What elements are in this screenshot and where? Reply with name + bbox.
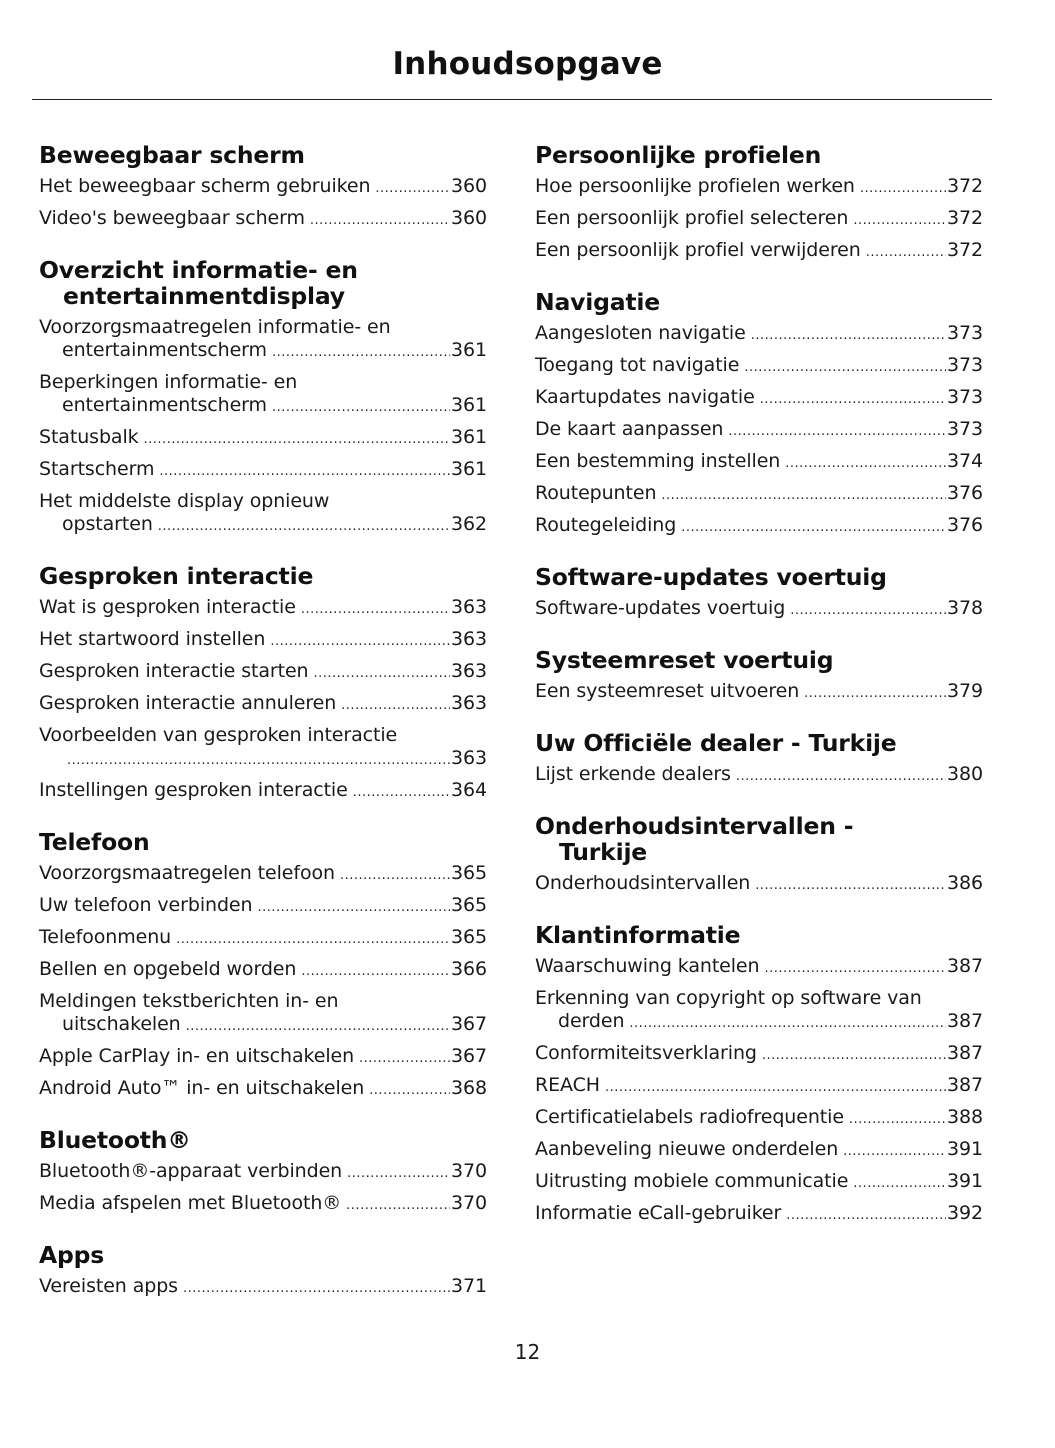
entry-label: Uitrusting mobiele communicatie <box>535 1170 849 1192</box>
entry-label: Startscherm <box>39 458 155 480</box>
toc-entry[interactable] <box>535 1106 983 1131</box>
entry-label: entertainmentscherm <box>62 339 267 361</box>
section-title-line2: Turkije <box>559 838 648 866</box>
dot-leader <box>849 1108 946 1131</box>
section-title: Apps <box>39 1241 105 1269</box>
entry-page: 368 <box>451 1077 487 1099</box>
entry-label-line1: Erkenning van copyright op software van <box>535 987 922 1009</box>
entry-page: 361 <box>451 426 487 448</box>
entry-page: 361 <box>451 394 487 416</box>
entry-page: 363 <box>451 660 487 682</box>
entry-page: 379 <box>947 680 983 702</box>
entry-page: 366 <box>451 958 487 980</box>
dot-leader <box>67 749 450 772</box>
entry-page: 391 <box>947 1170 983 1192</box>
dot-leader <box>353 781 450 804</box>
dot-leader <box>301 598 450 621</box>
dot-leader <box>681 516 946 539</box>
entry-page: 387 <box>947 955 983 977</box>
dot-leader <box>369 1079 450 1102</box>
entry-page: 365 <box>451 926 487 948</box>
toc-section <box>39 563 487 804</box>
entry-label: Kaartupdates navigatie <box>535 386 755 408</box>
entry-label: Software-updates voertuig <box>535 597 786 619</box>
entry-page: 386 <box>947 872 983 894</box>
toc-entry[interactable] <box>39 894 487 919</box>
entry-label: Gesproken interactie starten <box>39 660 309 682</box>
entry-label: REACH <box>535 1074 600 1096</box>
toc-entry[interactable] <box>535 386 983 411</box>
toc-entry[interactable] <box>39 1160 487 1185</box>
toc-entry[interactable] <box>39 958 487 983</box>
dot-leader <box>359 1047 450 1070</box>
toc-entry[interactable] <box>535 987 983 1035</box>
toc-entry[interactable] <box>39 490 487 538</box>
section-title: Software-updates voertuig <box>535 563 887 591</box>
toc-entry[interactable] <box>535 354 983 379</box>
dot-leader <box>853 209 946 232</box>
toc-entry[interactable] <box>535 680 983 705</box>
entry-page: 367 <box>451 1045 487 1067</box>
entry-page: 380 <box>947 763 983 785</box>
entry-label: Informatie eCall-gebruiker <box>535 1202 782 1224</box>
entry-label: Instellingen gesproken interactie <box>39 779 348 801</box>
dot-leader <box>176 928 450 951</box>
dot-leader <box>605 1076 946 1099</box>
toc-left-column <box>39 142 487 1325</box>
toc-entry[interactable] <box>39 316 487 364</box>
toc-entry[interactable] <box>39 207 487 232</box>
entry-label: Android Auto™ in- en uitschakelen <box>39 1077 365 1099</box>
toc-entry[interactable] <box>535 322 983 347</box>
entry-page: 376 <box>947 482 983 504</box>
toc-right-column <box>535 142 983 1252</box>
entry-page: 387 <box>947 1042 983 1064</box>
entry-label-line1: Voorzorgsmaatregelen informatie- en <box>39 316 391 338</box>
entry-page: 387 <box>947 1074 983 1096</box>
entry-label: Het beweegbaar scherm gebruiken <box>39 175 371 197</box>
dot-leader <box>728 420 946 443</box>
entry-page: 372 <box>947 207 983 229</box>
toc-entry[interactable] <box>39 175 487 200</box>
toc-entry[interactable] <box>535 763 983 788</box>
toc-entry[interactable] <box>535 418 983 443</box>
section-title: Navigatie <box>535 288 661 316</box>
entry-label: Routegeleiding <box>535 514 677 536</box>
entry-label: Telefoonmenu <box>39 926 172 948</box>
entry-label: Lijst erkende dealers <box>535 763 731 785</box>
entry-page: 391 <box>947 1138 983 1160</box>
dot-leader <box>186 1015 450 1038</box>
entry-page: 363 <box>451 596 487 618</box>
toc-section <box>535 289 983 539</box>
toc-entry[interactable] <box>39 371 487 419</box>
entry-label: Waarschuwing kantelen <box>535 955 760 977</box>
dot-leader <box>790 599 946 622</box>
dot-leader <box>661 484 946 507</box>
dot-leader <box>270 630 450 653</box>
toc-entry[interactable] <box>39 660 487 685</box>
toc-section <box>39 257 487 538</box>
dot-leader <box>340 864 450 887</box>
dot-leader <box>341 694 450 717</box>
section-title: Uw Officiële dealer - Turkije <box>535 729 897 757</box>
toc-entry[interactable] <box>535 450 983 475</box>
toc-section <box>39 142 487 232</box>
dot-leader <box>860 177 946 200</box>
section-title-line2: entertainmentdisplay <box>63 282 345 310</box>
toc-section <box>535 922 983 1227</box>
section-title: Bluetooth® <box>39 1126 191 1154</box>
entry-page: 372 <box>947 239 983 261</box>
dot-leader <box>346 1194 450 1217</box>
toc-section <box>39 1242 487 1300</box>
toc-entry[interactable] <box>535 514 983 539</box>
toc-entry[interactable] <box>535 955 983 980</box>
entry-page: 361 <box>451 339 487 361</box>
section-title-line1: Onderhoudsintervallen - <box>535 812 854 840</box>
dot-leader <box>272 341 450 364</box>
entry-page: 360 <box>451 175 487 197</box>
dot-leader <box>257 896 450 919</box>
toc-entry[interactable] <box>39 596 487 621</box>
entry-label: Media afspelen met Bluetooth® <box>39 1192 342 1214</box>
entry-label-line1: Het middelste display opnieuw <box>39 490 330 512</box>
toc-entry[interactable] <box>535 175 983 200</box>
toc-entry[interactable] <box>39 1077 487 1102</box>
entry-label: Apple CarPlay in- en uitschakelen <box>39 1045 355 1067</box>
section-title <box>39 257 487 309</box>
entry-label-line1: Meldingen tekstberichten in- en <box>39 990 339 1012</box>
entry-page: 378 <box>947 597 983 619</box>
dot-leader <box>375 177 450 200</box>
title-divider <box>32 99 992 100</box>
dot-leader <box>843 1140 946 1163</box>
toc-entry[interactable] <box>535 1170 983 1195</box>
toc-section <box>39 829 487 1102</box>
toc-entry[interactable] <box>39 426 487 451</box>
toc-entry[interactable] <box>535 1138 983 1163</box>
entry-label: Het startwoord instellen <box>39 628 266 650</box>
toc-entry[interactable] <box>535 597 983 622</box>
toc-section <box>535 730 983 788</box>
dot-leader <box>853 1172 946 1195</box>
entry-page: 387 <box>947 1010 983 1032</box>
entry-page: 364 <box>451 779 487 801</box>
dot-leader <box>144 428 451 451</box>
entry-label: Bellen en opgebeld worden <box>39 958 297 980</box>
entry-label: opstarten <box>62 513 153 535</box>
entry-label: Gesproken interactie annuleren <box>39 692 337 714</box>
dot-leader <box>785 452 946 475</box>
toc-entry[interactable] <box>39 458 487 483</box>
toc-entry[interactable] <box>39 862 487 887</box>
page-number: 12 <box>514 1340 541 1364</box>
toc-entry[interactable] <box>39 692 487 717</box>
page-title: Inhoudsopgave <box>392 46 663 82</box>
entry-label: Hoe persoonlijke profielen werken <box>535 175 855 197</box>
toc-section <box>39 1127 487 1217</box>
toc-entry[interactable] <box>39 1045 487 1070</box>
toc-section <box>535 564 983 622</box>
dot-leader <box>760 388 946 411</box>
dot-leader <box>158 515 450 538</box>
dot-leader <box>751 324 946 347</box>
entry-page: 372 <box>947 175 983 197</box>
section-title: Gesproken interactie <box>39 562 314 590</box>
toc-entry[interactable] <box>39 1275 487 1300</box>
entry-page: 370 <box>451 1192 487 1214</box>
entry-page: 370 <box>451 1160 487 1182</box>
entry-page: 361 <box>451 458 487 480</box>
toc-entry[interactable] <box>535 1074 983 1099</box>
dot-leader <box>762 1044 946 1067</box>
entry-label: uitschakelen <box>62 1013 181 1035</box>
dot-leader <box>744 356 946 379</box>
section-title: Systeemreset voertuig <box>535 646 834 674</box>
entry-label-line1: Voorbeelden van gesproken interactie <box>39 724 398 746</box>
entry-label: Toegang tot navigatie <box>535 354 740 376</box>
entry-label: Een persoonlijk profiel verwijderen <box>535 239 861 261</box>
toc-section <box>535 813 983 897</box>
entry-page: 373 <box>947 354 983 376</box>
dot-leader <box>310 209 450 232</box>
toc-entry[interactable] <box>535 1202 983 1227</box>
entry-label: Uw telefoon verbinden <box>39 894 253 916</box>
section-title: Telefoon <box>39 828 150 856</box>
section-title <box>535 813 983 865</box>
entry-page: 365 <box>451 862 487 884</box>
toc-entry[interactable] <box>39 926 487 951</box>
entry-page: 371 <box>451 1275 487 1297</box>
entry-label: Aangesloten navigatie <box>535 322 746 344</box>
entry-label: Vereisten apps <box>39 1275 178 1297</box>
toc-entry[interactable] <box>39 990 487 1038</box>
entry-label: Aanbeveling nieuwe onderdelen <box>535 1138 839 1160</box>
toc-entry[interactable] <box>39 724 487 772</box>
dot-leader <box>804 682 946 705</box>
entry-page: 392 <box>947 1202 983 1224</box>
entry-page: 363 <box>451 628 487 650</box>
entry-page: 363 <box>451 692 487 714</box>
section-title-line1: Overzicht informatie- en <box>39 256 358 284</box>
entry-page: 365 <box>451 894 487 916</box>
toc-entry[interactable] <box>39 628 487 653</box>
entry-page: 360 <box>451 207 487 229</box>
entry-page: 373 <box>947 418 983 440</box>
entry-page: 388 <box>947 1106 983 1128</box>
toc-entry[interactable] <box>535 207 983 232</box>
toc-entry[interactable] <box>39 779 487 804</box>
entry-label: Bluetooth®-apparaat verbinden <box>39 1160 343 1182</box>
entry-label: Wat is gesproken interactie <box>39 596 296 618</box>
entry-page: 374 <box>947 450 983 472</box>
entry-page: 363 <box>451 747 487 769</box>
dot-leader <box>629 1012 946 1035</box>
toc-entry[interactable] <box>535 239 983 264</box>
entry-page: 362 <box>451 513 487 535</box>
entry-label: Voorzorgsmaatregelen telefoon <box>39 862 335 884</box>
dot-leader <box>159 460 450 483</box>
section-title: Beweegbaar scherm <box>39 141 305 169</box>
entry-label: Statusbalk <box>39 426 139 448</box>
entry-page: 373 <box>947 386 983 408</box>
dot-leader <box>736 765 946 788</box>
dot-leader <box>866 241 946 264</box>
entry-page: 373 <box>947 322 983 344</box>
dot-leader <box>764 957 946 980</box>
toc-entry[interactable] <box>535 1042 983 1067</box>
dot-leader <box>786 1204 946 1227</box>
section-title: Persoonlijke profielen <box>535 141 822 169</box>
section-title: Klantinformatie <box>535 921 741 949</box>
entry-label: Certificatielabels radiofrequentie <box>535 1106 844 1128</box>
dot-leader <box>301 960 450 983</box>
dot-leader <box>272 396 450 419</box>
dot-leader <box>183 1277 450 1300</box>
toc-section <box>535 647 983 705</box>
toc-entry[interactable] <box>39 1192 487 1217</box>
toc-section <box>535 142 983 264</box>
entry-label: Een systeemreset uitvoeren <box>535 680 800 702</box>
entry-page: 367 <box>451 1013 487 1035</box>
entry-label: entertainmentscherm <box>62 394 267 416</box>
entry-label: derden <box>558 1010 625 1032</box>
entry-label: Onderhoudsintervallen <box>535 872 751 894</box>
entry-label-line1: Beperkingen informatie- en <box>39 371 298 393</box>
entry-label: Een bestemming instellen <box>535 450 781 472</box>
entry-label: Routepunten <box>535 482 657 504</box>
entry-label: Conformiteitsverklaring <box>535 1042 757 1064</box>
entry-page: 376 <box>947 514 983 536</box>
entry-label: Video's beweegbaar scherm <box>39 207 305 229</box>
toc-entry[interactable] <box>535 872 983 897</box>
dot-leader <box>314 662 451 685</box>
toc-entry[interactable] <box>535 482 983 507</box>
entry-label: Een persoonlijk profiel selecteren <box>535 207 849 229</box>
dot-leader <box>347 1162 450 1185</box>
dot-leader <box>755 874 946 897</box>
entry-label: De kaart aanpassen <box>535 418 724 440</box>
